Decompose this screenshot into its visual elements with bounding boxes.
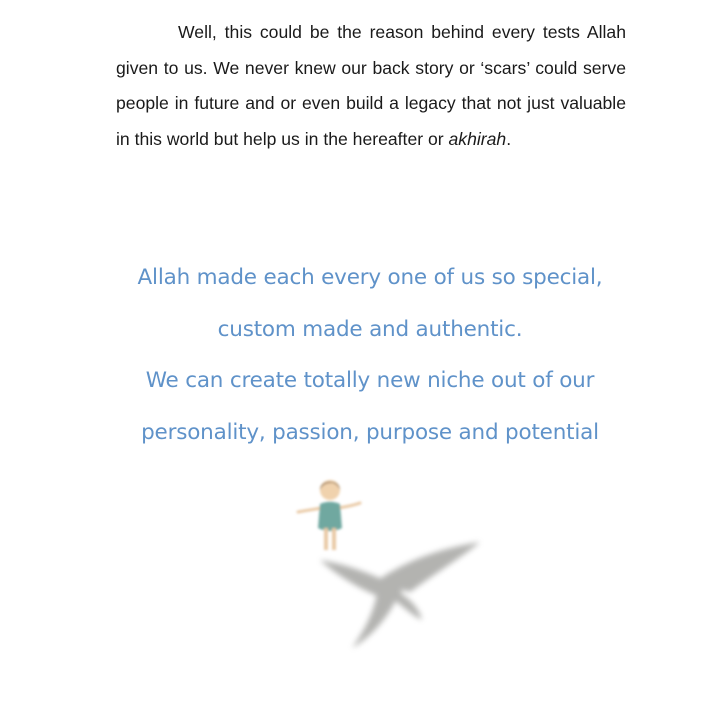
highlight-quote xyxy=(100,252,640,458)
akhirah-italic: akhirah xyxy=(448,128,507,149)
bird-shadow xyxy=(320,542,480,648)
quote-line-2: custom made and authentic. xyxy=(217,316,523,342)
child-figure xyxy=(298,480,360,550)
child-with-bird-shadow-illustration xyxy=(280,470,500,660)
quote-line-4: personality, passion, purpose and potential xyxy=(141,419,599,445)
quote-line-3: We can create totally new niche out of our xyxy=(145,368,595,393)
paragraph-end: . xyxy=(506,128,512,149)
body-paragraph xyxy=(116,15,626,157)
paragraph-text: Well, this could be the reason behind every tests Allah given to us. We never knew our back story or ‘scars’ could serve people in future and or even build a legacy that not just valuable in this world but help us in the hereafter or xyxy=(116,22,626,149)
quote-line-1: Allah made each every one of us so special, xyxy=(137,265,603,290)
